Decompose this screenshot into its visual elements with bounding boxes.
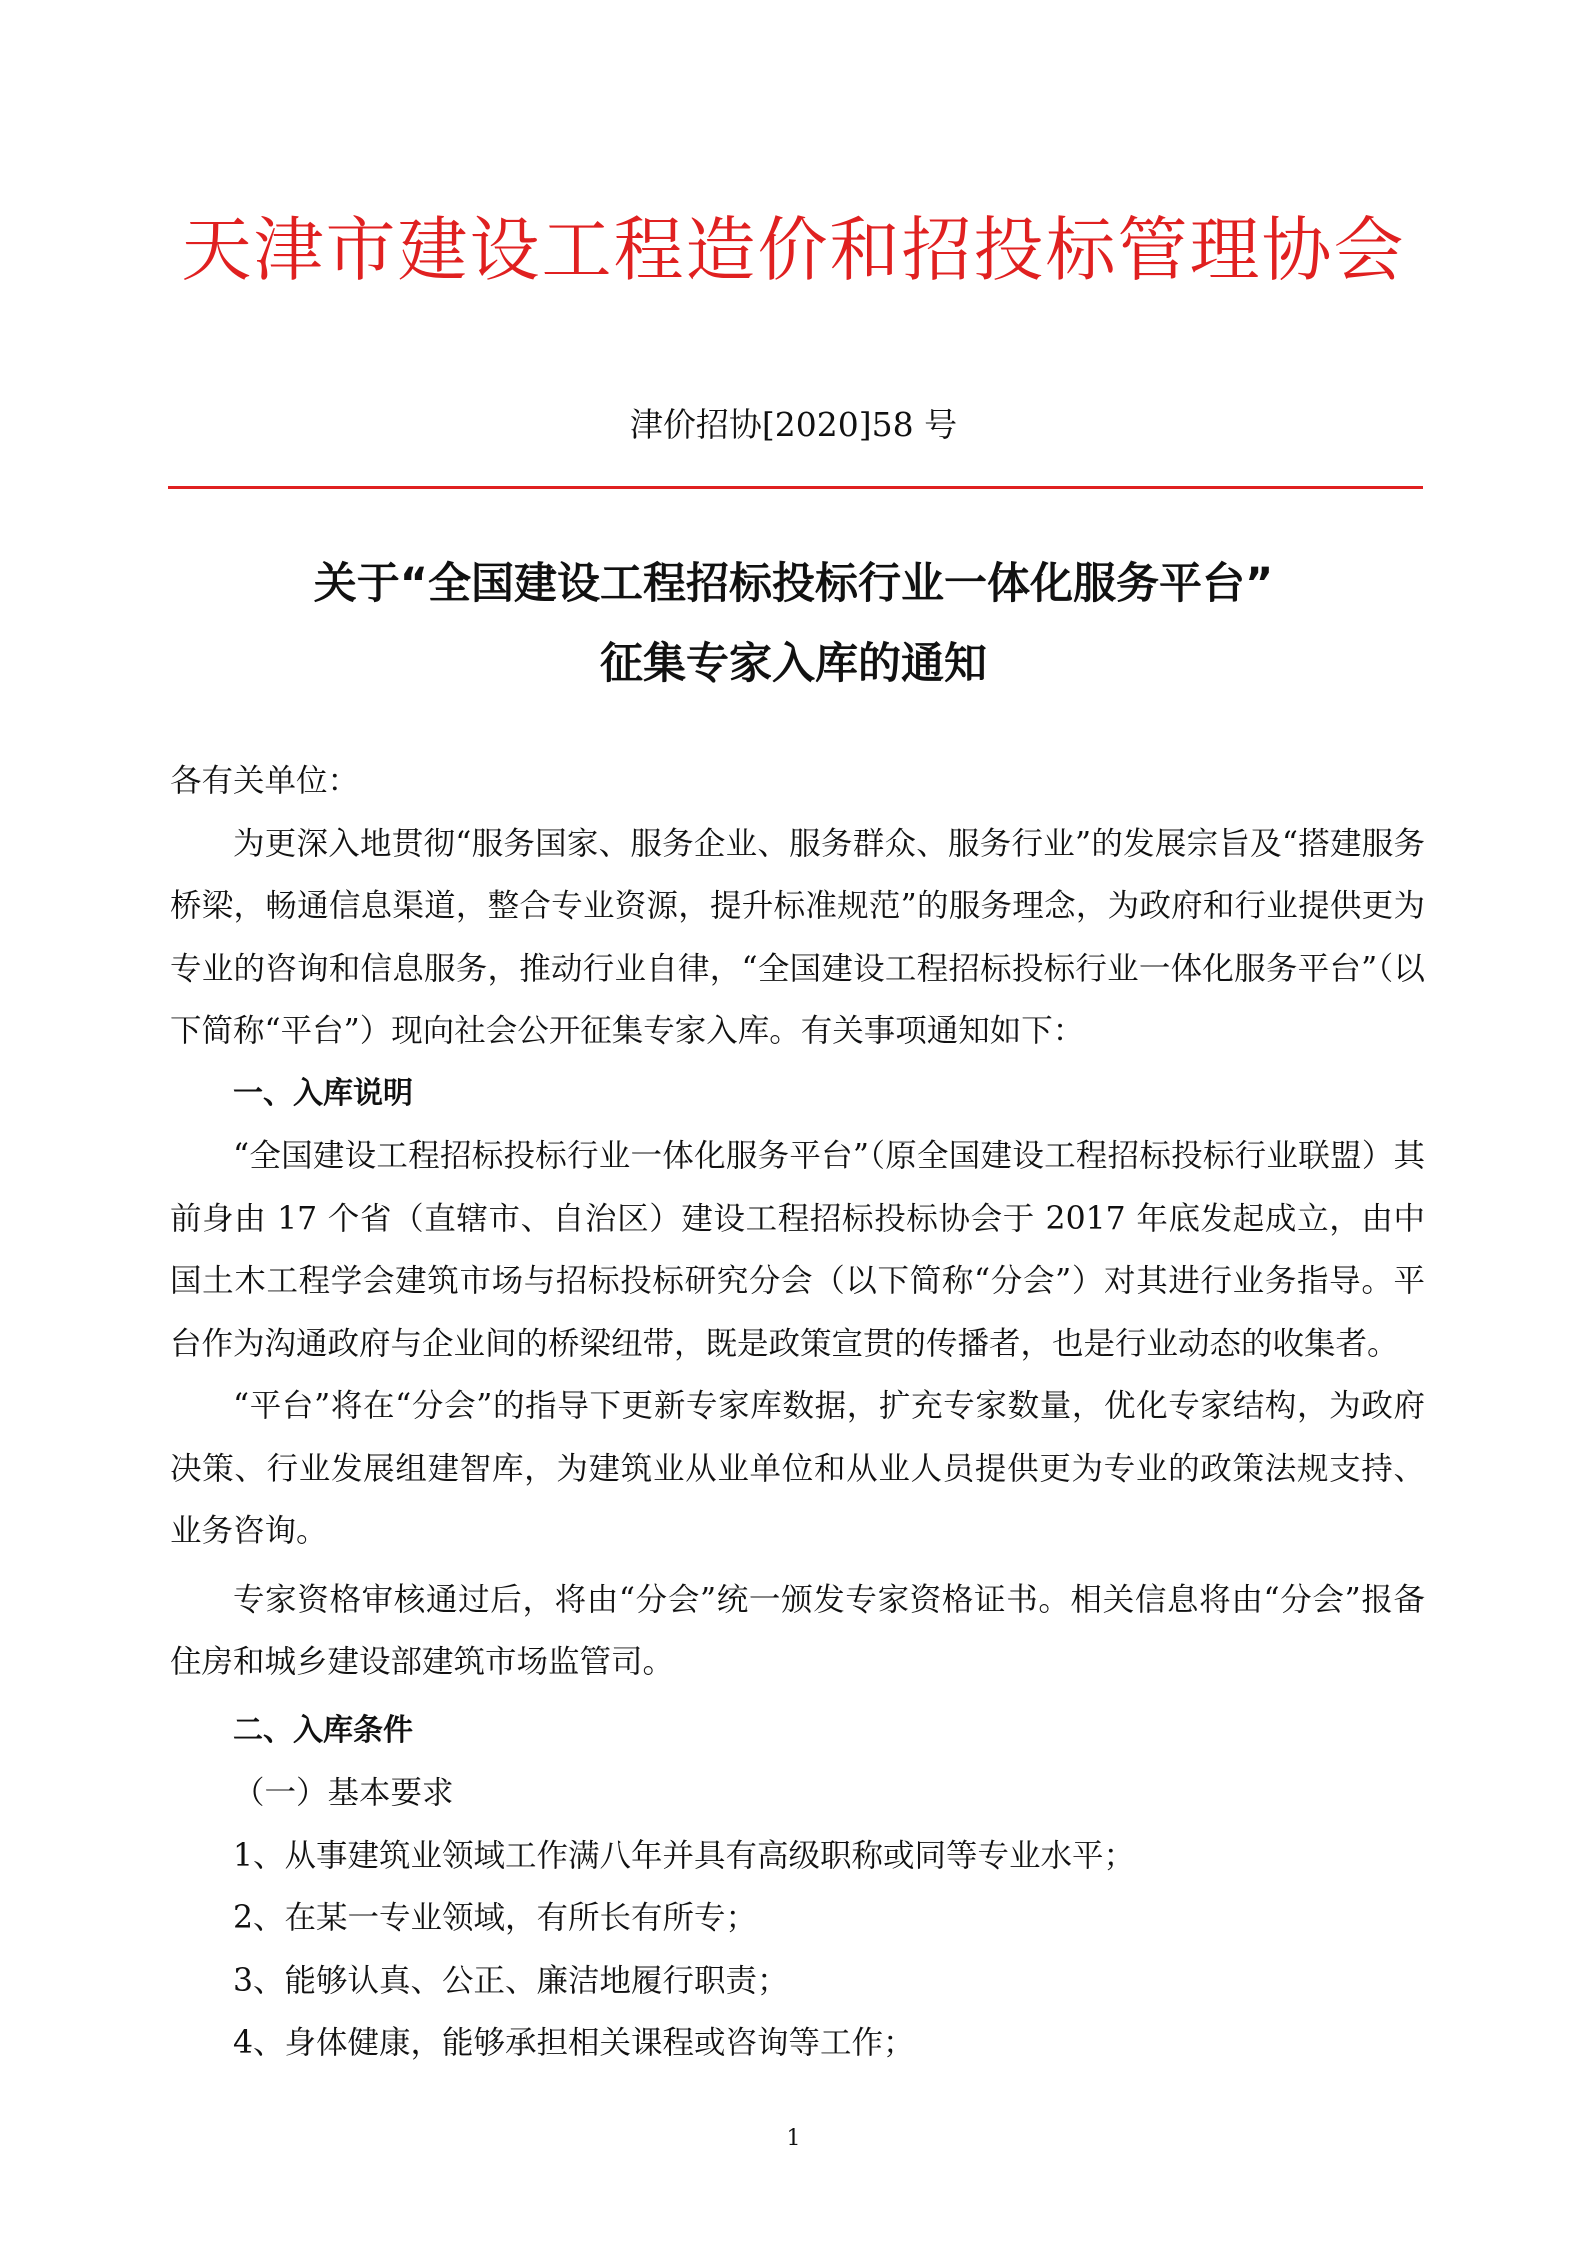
requirement-item: 1、从事建筑业领域工作满八年并具有高级职称或同等专业水平；	[233, 1837, 1136, 1874]
section-1-paragraph-3: 专家资格审核通过后，将由“分会”统一颁发专家资格证书。相关信息将由“分会”报备住房和城乡建设部建筑市场监管司。	[170, 1581, 1425, 1680]
requirement-item: 4、身体健康，能够承担相关课程或咨询等工作；	[233, 2025, 915, 2061]
notice-body	[170, 750, 1425, 2075]
requirement-item: 3、能够认真、公正、廉洁地履行职责；	[233, 1962, 789, 1999]
page-number: 1	[786, 2126, 801, 2151]
salutation: 各有关单位：	[170, 763, 360, 799]
section-1-paragraph-1: “全国建设工程招标投标行业一体化服务平台”（原全国建设工程招标投标行业联盟）其前身由 17 个省（直辖市、自治区）建设工程招标投标协会于 2017 年底发起成立，由中国土木工程学会建筑市场与招标投标研究分会（以下简称“分会”）对其进行业务指导。平台作为沟通政府与企业间的桥梁纽带，既是政策宣贯的传播者，也是行业动态的收集者。	[170, 1138, 1425, 1362]
red-divider-line	[168, 486, 1423, 489]
organization-name: 天津市建设工程造价和招投标管理协会	[181, 209, 1406, 291]
section-2-heading: 二、入库条件	[233, 1712, 413, 1748]
document-number: 津价招协[2020]58 号	[629, 405, 958, 444]
section-1-paragraph-2: “平台”将在“分会”的指导下更新专家库数据，扩充专家数量，优化专家结构，为政府决策、行业发展组建智库，为建筑业从业单位和从业人员提供更为专业的政策法规支持、业务咨询。	[170, 1388, 1425, 1549]
intro-paragraph: 为更深入地贯彻“服务国家、服务企业、服务群众、服务行业”的发展宗旨及“搭建服务桥梁，畅通信息渠道，整合专业资源，提升标准规范”的服务理念，为政府和行业提供更为专业的咨询和信息服务，推动行业自律，“全国建设工程招标投标行业一体化服务平台”（以下简称“平台”）现向社会公开征集专家入库。有关事项通知如下：	[170, 825, 1425, 1049]
notice-title-line-2: 征集专家入库的通知	[600, 639, 987, 689]
section-2-subheading-1: （一）基本要求	[233, 1775, 454, 1811]
requirement-item: 2、在某一专业领域，有所长有所专；	[233, 1900, 758, 1936]
notice-title-line-1: 关于“全国建设工程招标投标行业一体化服务平台”	[313, 559, 1274, 609]
section-1-heading: 一、入库说明	[233, 1075, 413, 1111]
